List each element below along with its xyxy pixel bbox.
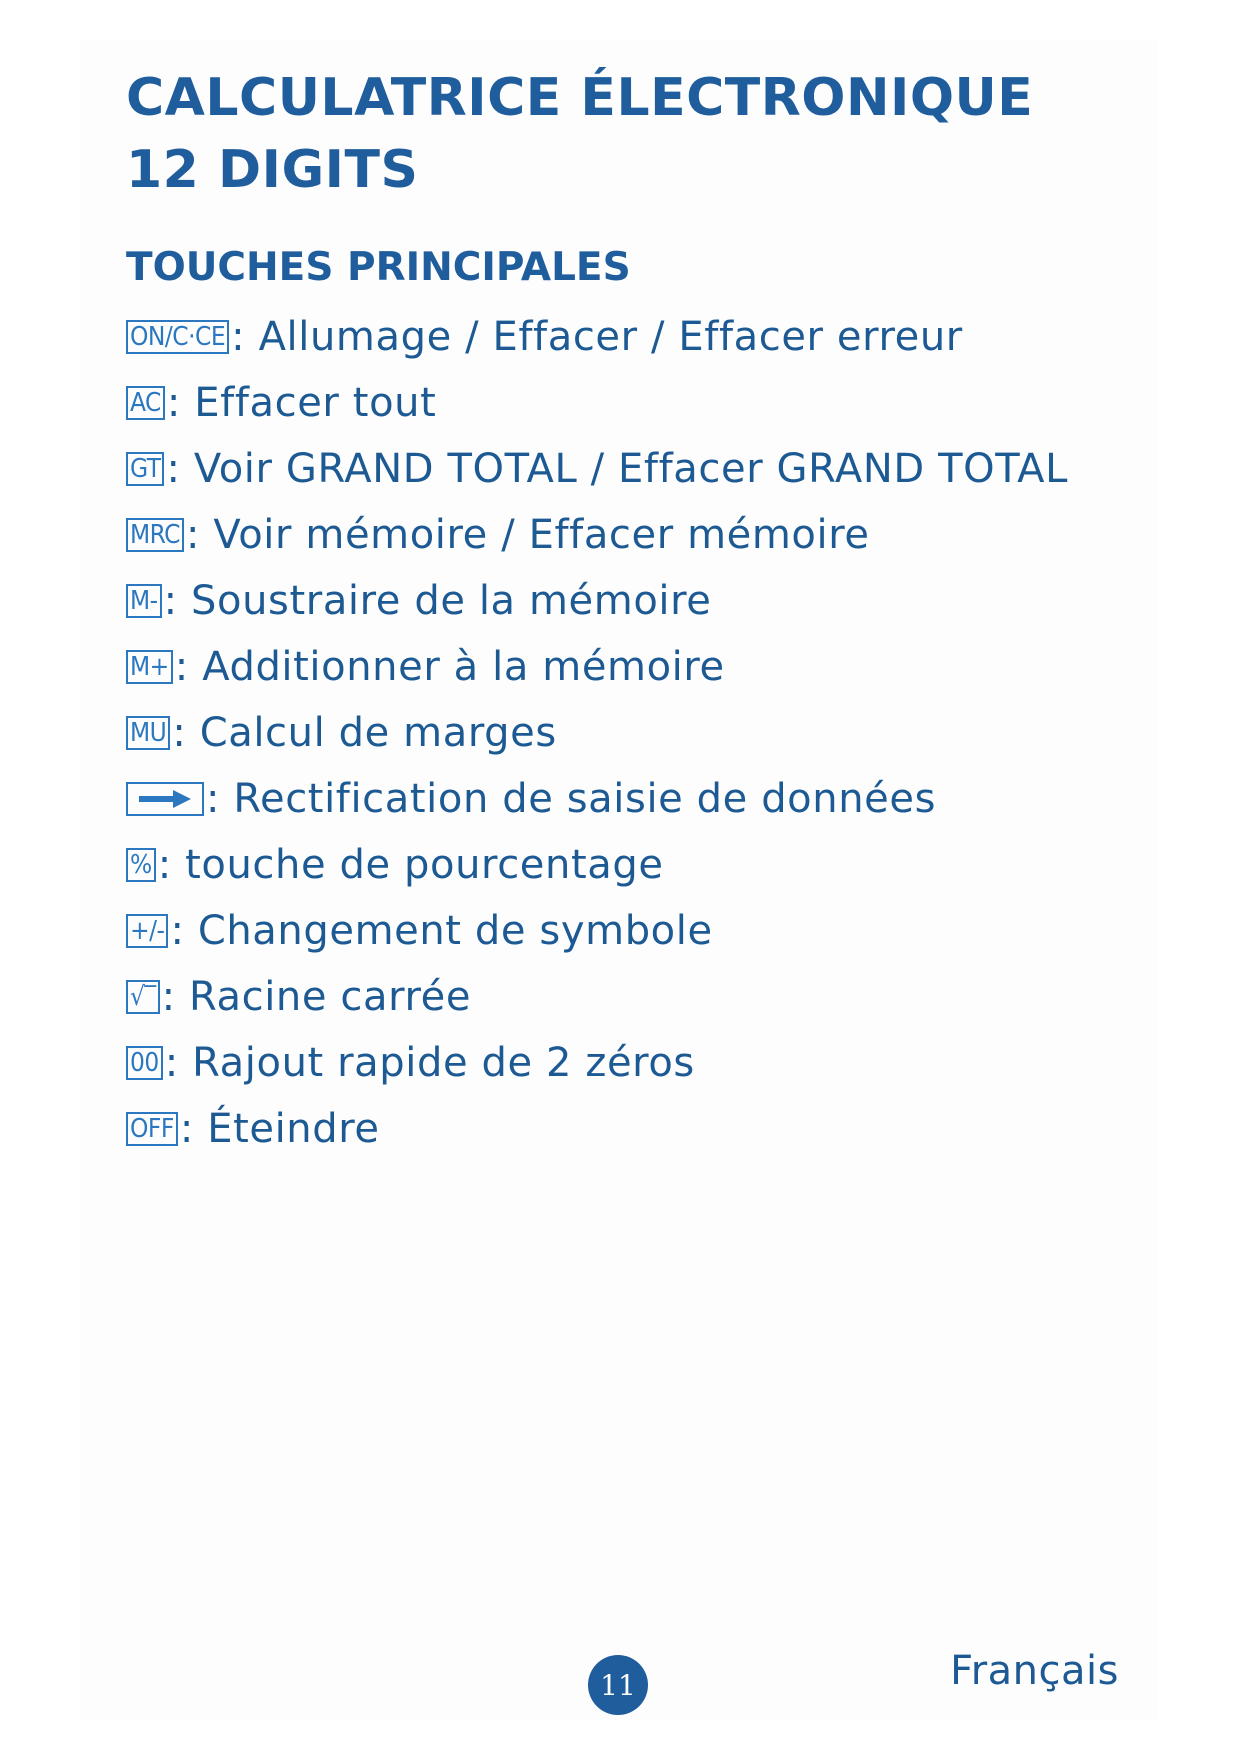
key-row-mu bbox=[126, 700, 1068, 766]
key-description: : Allumage / Effacer / Effacer erreur bbox=[231, 314, 963, 360]
keycap-m-minus: M- bbox=[126, 584, 162, 618]
key-description: : Rajout rapide de 2 zéros bbox=[164, 1040, 695, 1086]
key-description: : touche de pourcentage bbox=[157, 842, 664, 888]
title-line-2: 12 DIGITS bbox=[126, 140, 419, 200]
key-description: : Effacer tout bbox=[166, 380, 437, 426]
language-label: Français bbox=[950, 1648, 1119, 1694]
keycap-mrc: MRC bbox=[126, 518, 184, 552]
key-row-percent bbox=[126, 832, 1068, 898]
key-row-plus-minus bbox=[126, 898, 1068, 964]
key-list bbox=[126, 304, 1068, 1162]
title-line-1: CALCULATRICE ÉLECTRONIQUE bbox=[126, 68, 1034, 128]
key-row-gt bbox=[126, 436, 1068, 502]
keycap-off: OFF bbox=[126, 1112, 178, 1146]
keycap-m-plus: M+ bbox=[126, 650, 173, 684]
keycap-gt: GT bbox=[126, 452, 164, 486]
keycap-sqrt: √‾ bbox=[126, 980, 160, 1014]
keycap-plus-minus: +/- bbox=[126, 914, 168, 948]
document-title bbox=[126, 62, 1033, 206]
key-description: : Voir mémoire / Effacer mémoire bbox=[185, 512, 870, 558]
keycap-mu: MU bbox=[126, 716, 170, 750]
section-title: TOUCHES PRINCIPALES bbox=[126, 245, 631, 290]
key-description: : Racine carrée bbox=[161, 974, 472, 1020]
key-row-off bbox=[126, 1096, 1068, 1162]
keycap-on-c-ce: ON/C·CE bbox=[126, 320, 229, 354]
key-description: : Calcul de marges bbox=[172, 710, 557, 756]
key-row-arrow bbox=[126, 766, 1068, 832]
page-number-badge: 11 bbox=[588, 1655, 648, 1715]
keycap-arrow bbox=[126, 782, 204, 816]
key-row-mrc bbox=[126, 502, 1068, 568]
keycap-double-zero: 00 bbox=[126, 1046, 163, 1080]
key-row-double-zero bbox=[126, 1030, 1068, 1096]
key-description: : Additionner à la mémoire bbox=[174, 644, 725, 690]
key-row-on-c-ce bbox=[126, 304, 1068, 370]
keycap-ac: AC bbox=[126, 386, 165, 420]
right-arrow-icon bbox=[135, 788, 195, 810]
key-row-sqrt bbox=[126, 964, 1068, 1030]
key-description: : Changement de symbole bbox=[170, 908, 713, 954]
key-row-ac bbox=[126, 370, 1068, 436]
keycap-percent: % bbox=[126, 848, 156, 882]
key-row-m-plus bbox=[126, 634, 1068, 700]
key-description: : Soustraire de la mémoire bbox=[163, 578, 712, 624]
key-description: : Rectification de saisie de données bbox=[206, 776, 937, 822]
key-description: : Éteindre bbox=[179, 1106, 380, 1152]
key-description: : Voir GRAND TOTAL / Effacer GRAND TOTAL bbox=[166, 446, 1069, 492]
key-row-m-minus bbox=[126, 568, 1068, 634]
